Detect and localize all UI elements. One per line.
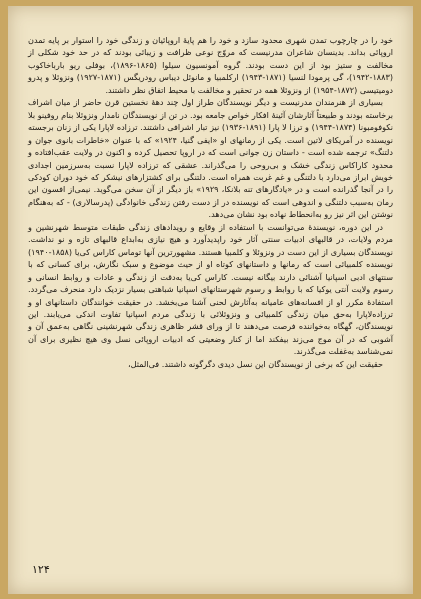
paragraph-1: خود را در چارچوب تمدن شهری محدود سازد و خود را هم پایهٔ اروپائیان و زندگی خود را استوار بر پایه تمدن اروپائی بداند. بدینسان شاعران مدرنیست که مروّج نوعی ظرافت و زیبائی بودند که در حد خود شکلی از مخالفت و ستیز بود از این دست بودند. گروه آمونسیون سیلوا (۱۸۶۵-۱۸۹۶)، بوفلی ریو بارباخاکوب (۱۸۸۳-۱۹۴۲)، گی پرمودا لنسیا (۱۸۷۱-۱۹۴۳) ارکلمبیا و مانوئل دیباس رودریگس (۱۸۷۱-۱۹۲۷) ونزوئلا و پدرو دومیتیسی (۱۸۷۲-۱۹۵۴) از ونزوئلا همه در تحقیر و مخالفت با محیط اتفاق نظر داشتند. <box>28 35 394 95</box>
paragraph-2: بسیاری از هنرمندان مدرنیست و دیگر نویسندگان طراز اول چند دههٔ نخستین قرن حاضر از میان اشراف برخاسته بودند و طبیعتاً آثارشان آئینهٔ افکار خواص جامعه بود. در تن از نویسندگان نامدار ونزوئلا بنام روفینو بلا نکوفومبونا (۱۸۷۴-۱۹۴۴) و ترزا لا پارا (۱۸۹۱-۱۹۳۶) نیز تبار اشرافی داشتند. ترزاده لاپارا یکی از زنان برجسته نویسنده در آمریکای لاتین است. یکی از رمانهای او «ایفی گنیا، ۱۹۲۴» که با عنوان «خاطرات بانوی جوان و دلتنگ» ترجمه شده است - داستان زن جوانی است که در اروپا تحصیل کرده و اکنون در ولایت عقب‌افتاده و محدود کاراکاس زندگی خشک و بی‌روحی را می‌گذراند. عشقی که ترزاده لاپارا نسبت به‌سرزمین اجدادی خویش ابراز می‌دارد با دلتنگی و غم غربت همراه است. دلتنگی برای کشتزارهای نیشکر که خود دوران کودکی را در آنجا گذرانده است و در «یادگارهای تنه بلانکا، ۱۹۲۹» باز دیگر از آن سخن می‌گوید. نیمی‌از افسون این رمان به‌سبب دلتنگی و اندوهی است که نویسنده در از دست رفتن زندگی خانوادگی (پدرسالاری) - که به‌هنگام نوشتن این اثر نیز رو به‌انحطاط نهاده بود نشان می‌دهد. <box>28 97 394 220</box>
paragraph-3: در این دوره، نویسندهٔ می‌توانست با استفاده از وقایع و رویدادهای زندگی طبقات متوسط شهرنشین و مردم ولایات، در قالبهای ادبیات سنتی آثار خود راپدیدآورد و هیچ نیازی به‌ابداع قالبهای تازه و نو نداشت. نویسندگان بسیاری از این دست در ونزوئلا و کلمبیا هستند. مشهورترین آنها توماس کاراس کی‌یا (۱۸۵۸-۱۹۴۰) نویسنده کلمبیائی است که رمانها و داستانهای کوتاه او از حیث موضوع و سبک نگارش، برای کسانی که با سنتهای ادبی اسپانیا آشنائی دارند بیگانه نیست. کاراس کی‌یا به‌دقت از زندگی و عادات و روابط انسانی و رسوم ولایت آنتی یوکیا که با روابط و رسوم شهرستانهای اسپانیا شباهتی بسیار نزدیک دارد منحرف می‌گردد. استفادهٔ مکرر او از افسانه‌های عامیانه به‌آثارش لحنی آشنا می‌بخشد. در حقیقت خوانندگان داستانهای او و ترزاده‌لاپارا به‌حق میان زندگی کلمبیائی و ونزوئلائی با زندگی مردم اسپانیا تفاوت اندکی می‌یابند. این نویسندگان، گهگاه به‌خواننده فرصت می‌دهند تا از ورای قشر ظاهری زندگی شهرنشینی نگاهی به‌عمق آن و آشوبی که در آن موج می‌زند بیفکند اما از کنار وضعیتی که ادبیات اروپائی نسل وی هیچ نظیری برای آن نمی‌شناسد به‌غفلت می‌گذرند. <box>28 221 393 357</box>
body-text <box>28 34 393 370</box>
book-page <box>8 6 413 594</box>
paragraph-4: حقیقت این که برخی از نویسندگان این نسل دیدی دگرگونه داشتند. فی‌المثل، <box>127 358 383 369</box>
page-number: ۱۲۴ <box>32 563 50 576</box>
